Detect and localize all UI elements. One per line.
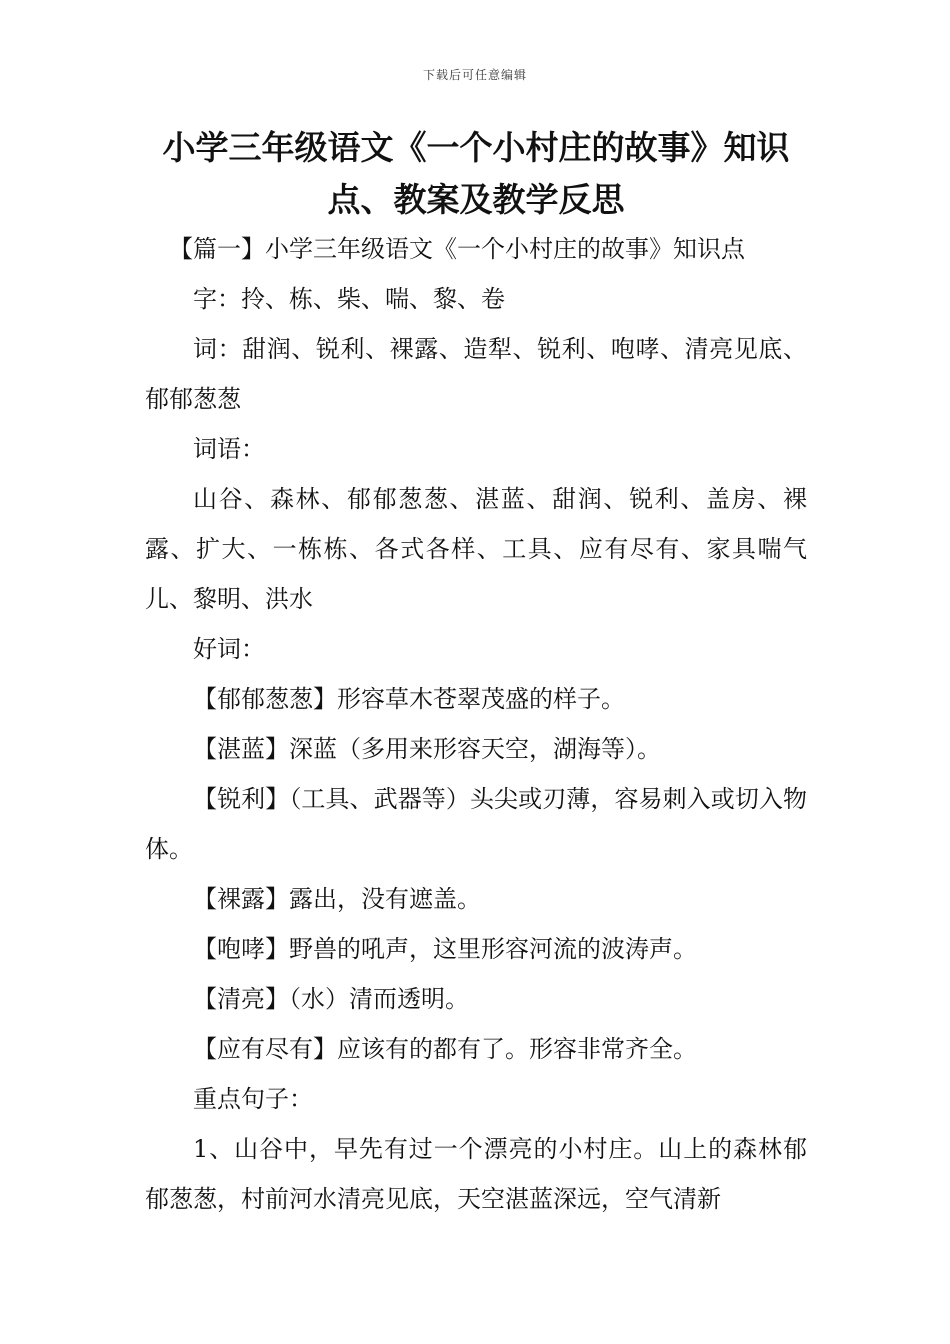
header-note: 下载后可任意编辑	[422, 68, 527, 82]
document-body	[145, 224, 807, 1224]
definition-item: 【郁郁葱葱】形容草木苍翠茂盛的样子。	[193, 685, 625, 713]
section-heading: 【篇一】小学三年级语文《一个小村庄的故事》知识点	[169, 235, 745, 263]
characters-line: 字：拎、栋、柴、喘、黎、卷	[193, 285, 505, 313]
definition-item: 【清亮】（水）清而透明。	[193, 985, 469, 1013]
definition-item: 【应有尽有】应该有的都有了。形容非常齐全。	[193, 1035, 697, 1063]
definition-item: 【锐利】（工具、武器等）头尖或刃薄，容易刺入或切入物体。	[145, 785, 807, 863]
document-title: 小学三年级语文《一个小村庄的故事》知识点、教案及教学反思	[162, 128, 790, 219]
key-sentences-heading: 重点句子：	[193, 1085, 313, 1113]
good-words-heading: 好词：	[193, 635, 265, 663]
words-line: 词：甜润、锐利、裸露、造犁、锐利、咆哮、清亮见底、郁郁葱葱	[145, 335, 807, 413]
key-sentence-item: 1、山谷中，早先有过一个漂亮的小村庄。山上的森林郁郁葱葱，村前河水清亮见底，天空湛蓝深远，空气清新	[145, 1135, 807, 1213]
vocabulary-list: 山谷、森林、郁郁葱葱、湛蓝、甜润、锐利、盖房、裸露、扩大、一栋栋、各式各样、工具、应有尽有、家具喘气儿、黎明、洪水	[145, 485, 807, 613]
definition-item: 【咆哮】野兽的吼声，这里形容河流的波涛声。	[193, 935, 697, 963]
vocabulary-heading: 词语：	[193, 435, 265, 463]
definition-item: 【裸露】露出，没有遮盖。	[193, 885, 481, 913]
definition-item: 【湛蓝】深蓝（多用来形容天空，湖海等）。	[193, 735, 661, 763]
